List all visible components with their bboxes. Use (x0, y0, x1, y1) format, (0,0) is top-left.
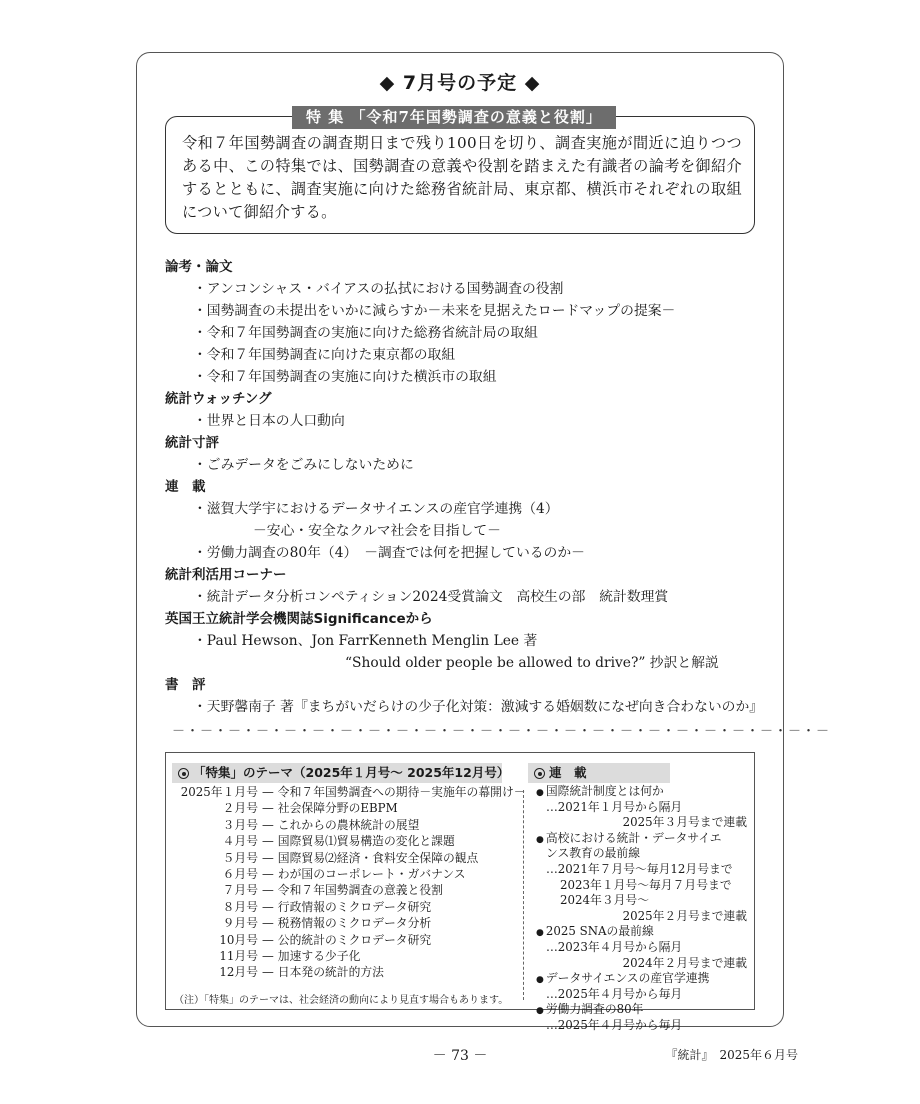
theme-title: 国際貿易⑴貿易構造の変化と課題 (277, 834, 455, 849)
theme-month: ８月号 (222, 899, 258, 914)
serials-list (536, 784, 751, 1034)
theme-month: ９月号 (222, 916, 258, 931)
contents-category: 連 載 (165, 479, 206, 495)
theme-dash: — (262, 965, 274, 980)
contents-list (165, 256, 765, 718)
bullet-icon: ● (536, 834, 544, 845)
theme-month: ７月号 (222, 883, 258, 898)
serial-text: 2025年２月号まで連載 (622, 908, 747, 923)
serial-row (536, 1018, 751, 1034)
contents-item: ・令和７年国勢調査に向けた東京都の取組 (193, 347, 456, 363)
serial-row (536, 909, 751, 925)
contents-item: ・滋賀大学宇におけるデータサイエンスの産官学連携（4） (193, 501, 559, 517)
theme-row (178, 784, 526, 800)
serial-text: 2023年１月号～毎月７月号まで (560, 877, 732, 892)
serial-text: …2025年４月号から毎月 (546, 1017, 683, 1032)
serial-row (536, 1002, 751, 1018)
target-icon (534, 768, 545, 779)
serial-text: …2021年１月号から隔月 (546, 799, 683, 814)
theme-dash: — (262, 866, 274, 881)
serial-row (536, 971, 751, 987)
target-icon (178, 768, 189, 779)
contents-item: ・ごみデータをごみにしないために (193, 457, 414, 473)
theme-row (178, 833, 518, 849)
theme-title: 令和７年国勢調査の意義と役割 (277, 883, 443, 898)
serial-row (536, 924, 751, 940)
theme-row (178, 850, 518, 866)
contents-category: 統計ウォッチング (165, 391, 272, 407)
page-number: － 73 － (432, 1048, 488, 1064)
bullet-icon: ● (536, 1006, 544, 1017)
theme-row (178, 800, 518, 816)
contents-category: 統計利活用コーナー (165, 567, 287, 583)
theme-row (178, 915, 518, 931)
theme-dash: — (262, 801, 274, 816)
theme-month: ３月号 (222, 817, 258, 832)
serial-text: 高校における統計・データサイエ (545, 830, 722, 845)
theme-title: 行政情報のミクロデータ研究 (277, 899, 432, 914)
serial-row (536, 800, 751, 816)
serial-row (536, 878, 751, 894)
theme-title: 国際貿易⑵経済・食料安全保障の観点 (277, 850, 479, 865)
theme-title: 社会保障分野のEBPM (277, 801, 398, 816)
serial-row (536, 940, 751, 956)
themes-heading (172, 763, 510, 783)
serial-text: 2024年３月号～ (560, 893, 650, 908)
theme-row (178, 948, 518, 964)
contents-item: ・天野馨南子 著『まちがいだらけの少子化対策：激減する婚姻数になぜ向き合わないのか』 (193, 699, 764, 715)
theme-dash: — (262, 850, 274, 865)
theme-month: 2025年１月号 (180, 785, 258, 799)
theme-row (178, 899, 518, 915)
feature-tag: 特 集 「令和7年国勢調査の意義と役割」 (292, 106, 616, 129)
journal-name: 『統計』 2025年６月号 (665, 1048, 798, 1062)
contents-item: ・統計データ分析コンペティション2024受賞論文 高校生の部 統計数理賞 (193, 589, 669, 605)
theme-title: わが国のコーポレート・ガバナンス (277, 866, 466, 881)
serial-row (536, 815, 751, 831)
serial-row (536, 784, 751, 800)
theme-dash: — (262, 932, 274, 947)
serial-text: 2024年２月号まで連載 (622, 955, 747, 970)
contents-category: 英国王立統計学会機関誌Significanceから (165, 611, 433, 627)
theme-row (178, 882, 518, 898)
theme-month: ５月号 (222, 850, 258, 865)
serial-text: …2025年４月号から毎月 (546, 986, 683, 1001)
theme-title: 日本発の統計的方法 (277, 965, 384, 980)
bullet-icon: ● (536, 975, 544, 986)
serial-text: …2021年７月号～毎月12月号まで (546, 861, 733, 876)
serial-text: 2025 SNAの最前線 (545, 924, 654, 939)
theme-dash: — (262, 883, 274, 898)
theme-title: 令和７年国勢調査への期待－実施年の幕開け－ (277, 785, 526, 799)
theme-month: 10月号 (219, 932, 258, 947)
serial-row (536, 956, 751, 972)
page-heading: ◆ 7月号の予定 ◆ (379, 72, 541, 94)
theme-title: 加速する少子化 (277, 948, 361, 963)
theme-title: これからの農林統計の展望 (277, 817, 420, 832)
contents-category: 統計寸評 (165, 435, 219, 451)
themes-note: （注）「特集」のテーマは、社会経済の動向により見直す場合もあります。 (174, 995, 509, 1006)
contents-category: 論考・論文 (165, 259, 233, 275)
themes-heading-text: 「特集」のテーマ（2025年１月号～ 2025年12月号） (193, 765, 510, 780)
theme-title: 税務情報のミクロデータ分析 (277, 916, 432, 931)
theme-dash: — (262, 817, 274, 832)
theme-month: ４月号 (222, 834, 258, 849)
contents-item: ・世界と日本の人口動向 (193, 413, 345, 429)
serial-text: 2025年３月号まで連載 (622, 815, 747, 830)
serial-text: 労働力調査の80年 (545, 1002, 644, 1017)
serial-text: …2023年４月号から隔月 (546, 939, 683, 954)
serial-text: ンス教育の最前線 (546, 846, 641, 861)
divider: －・－・－・－・－・－・－・－・－・－・－・－・－・－・－・－・－・－・－・－・－・－・－・－ (172, 724, 831, 739)
contents-item: ・令和７年国勢調査の実施に向けた総務省統計局の取組 (193, 325, 538, 341)
bullet-icon: ● (536, 788, 544, 798)
contents-item: ・国勢調査の未提出をいかに減らすか－未来を見据えたロードマップの提案－ (193, 303, 676, 319)
column-divider (523, 790, 524, 1000)
themes-list (178, 784, 526, 981)
theme-month: ６月号 (222, 866, 258, 881)
contents-item: ・Paul Hewson、Jon FarrKenneth Menglin Lee 著 (193, 633, 538, 649)
serial-row (536, 862, 751, 878)
theme-row (178, 932, 518, 948)
serial-text: データサイエンスの産官学連携 (545, 971, 710, 986)
theme-title: 公的統計のミクロデータ研究 (277, 932, 432, 947)
contents-item: －安心・安全なクルマ社会を目指して－ (253, 523, 501, 539)
theme-dash: — (262, 834, 274, 849)
theme-month: ２月号 (222, 801, 258, 816)
theme-dash: — (262, 785, 274, 799)
contents-category: 書 評 (165, 677, 206, 693)
theme-dash: — (262, 899, 274, 914)
theme-row (178, 817, 518, 833)
theme-month: 12月号 (219, 965, 258, 980)
serial-row (536, 831, 751, 847)
contents-item: ・労働力調査の80年（4） －調査では何を把握しているのか－ (193, 545, 585, 561)
bullet-icon: ● (536, 928, 544, 939)
serial-text: 国際統計制度とは何か (545, 784, 664, 798)
theme-row (178, 964, 518, 980)
theme-row (178, 866, 518, 882)
serials-heading-text: 連 載 (549, 765, 587, 780)
serial-row (536, 987, 751, 1003)
feature-description: 令和７年国勢調査の調査期日まで残り100日を切り、調査実施が間近に迫りつつある中、この特集では、国勢調査の意義や役割を踏まえた有識者の論考を御紹介するとともに、調査実施に向けた総務省統計局、東京都、横浜市それぞれの取組について御紹介する。 (182, 134, 742, 221)
contents-item: ・アンコンシャス・バイアスの払拭における国勢調査の役割 (193, 281, 564, 297)
contents-item: “Should older people be allowed to drive?” 抄訳と解説 (345, 655, 719, 671)
serials-heading (528, 763, 670, 783)
serial-row (536, 846, 751, 862)
theme-dash: — (262, 916, 274, 931)
contents-item: ・令和７年国勢調査の実施に向けた横浜市の取組 (193, 369, 497, 385)
serial-row (536, 893, 751, 909)
theme-dash: — (262, 948, 274, 963)
theme-month: 11月号 (219, 948, 258, 963)
